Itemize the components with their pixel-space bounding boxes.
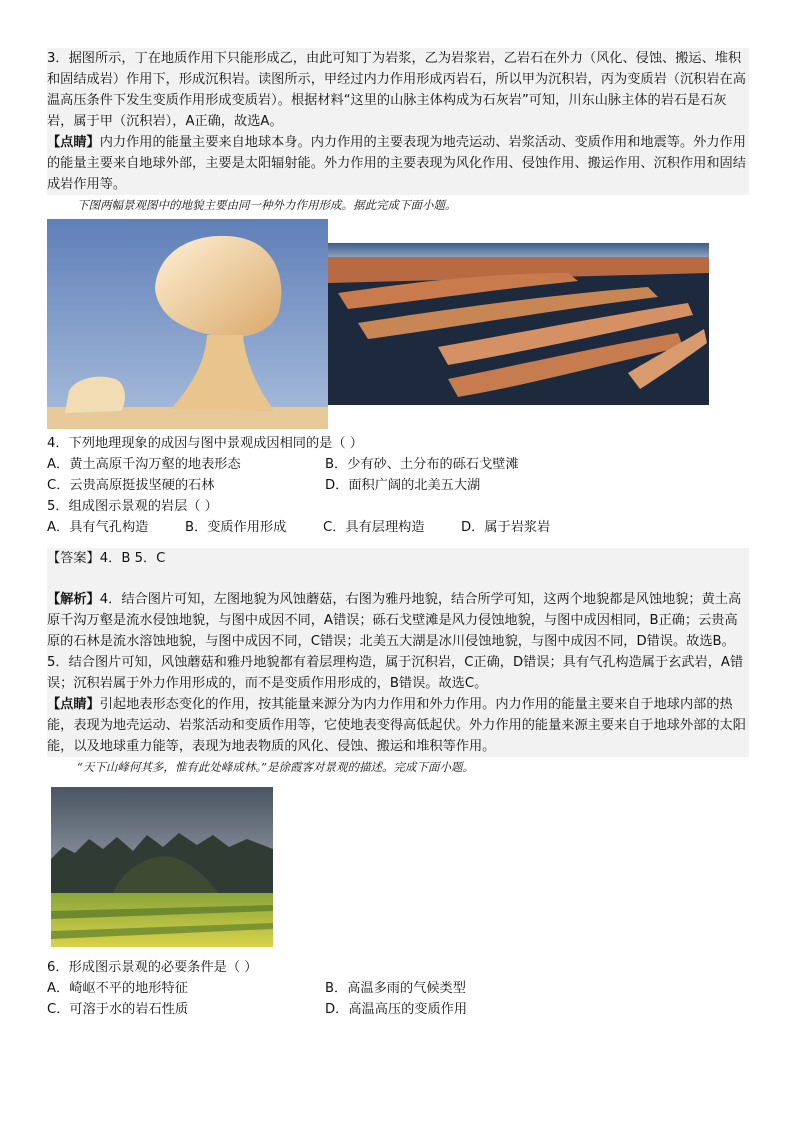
dianjing-label-2: 【点睛】: [47, 697, 100, 712]
q4-options-row-1: [47, 454, 749, 475]
dianjing-label: 【点睛】: [47, 135, 100, 150]
q5-option-a[interactable]: A．具有气孔构造: [47, 520, 149, 535]
analysis-4-text: 4．结合图片可知，左图地貌为风蚀蘑菇，右图为雅丹地貌，结合所学可知，这两个地貌都是风蚀地貌；黄土高原千沟万壑是流水侵蚀地貌，与图中成因不同，A错误；砾石戈壁滩是风力侵蚀地貌，与图中成因相同，B正确；云贵高原的石林是流水溶蚀地貌，与图中成因不同，C错误；北美五大湖是冰川侵蚀地貌，与图中成因不同，D错误。故选B。: [47, 592, 742, 649]
q6-options-row-1: [47, 978, 749, 999]
mushroom-rock-photo: [47, 219, 328, 429]
q4-options-row-2: [47, 475, 749, 496]
q5-options-row: [47, 517, 749, 538]
answer: 【答案】4．B 5．C: [47, 551, 166, 566]
yardang-landform-photo: [328, 243, 709, 405]
q4-option-d[interactable]: D．面积广阔的北美五大湖: [325, 478, 481, 493]
q4-option-b[interactable]: B．少有砂、土分布的砾石戈壁滩: [325, 457, 519, 472]
dianjing-1: [47, 132, 749, 195]
q4-stem: 4．下列地理现象的成因与图中景观成因相同的是（ ）: [47, 436, 363, 451]
intro-2: “天下山峰何其多，惟有此处峰成林。”是徐霞客对景观的描述。完成下面小题。: [77, 760, 475, 774]
answer-analysis-block: [47, 548, 749, 757]
dianjing-2-text: 引起地表形态变化的作用，按其能量来源分为内力作用和外力作用。内力作用的能量主要来自于地球内部的热能，表现为地壳运动、岩浆活动和变质作用等，它使地表变得高低起伏。外力作用的能量来源主要来自于地球外部的太阳能，以及地球重力能等，表现为地表物质的风化、侵蚀、搬运和堆积等作用。: [47, 697, 746, 754]
q4-option-a[interactable]: A．黄土高原千沟万壑的地表形态: [47, 457, 241, 472]
q6-option-d[interactable]: D．高温高压的变质作用: [325, 1002, 468, 1017]
q6-option-b[interactable]: B．高温多雨的气候类型: [325, 981, 466, 996]
q5-option-d[interactable]: D．属于岩浆岩: [461, 520, 551, 535]
q5-option-b[interactable]: B．变质作用形成: [185, 520, 287, 535]
intro-1: 下图两幅景观图中的地貌主要由同一种外力作用形成。据此完成下面小题。: [77, 198, 457, 212]
q5-stem: 5．组成图示景观的岩层（ ）: [47, 499, 218, 514]
q6-stem: 6．形成图示景观的必要条件是（ ）: [47, 960, 258, 975]
q6-option-c[interactable]: C．可溶于水的岩石性质: [47, 1002, 189, 1017]
dianjing-2: [47, 694, 749, 757]
stone-forest-photo: [51, 787, 273, 947]
stone-forest-image-row: [47, 787, 749, 957]
q3-explanation-block: [47, 48, 749, 195]
analysis-4: [47, 589, 749, 652]
q5-option-c[interactable]: C．具有层理构造: [323, 520, 425, 535]
q3-explanation: 3．据图所示，丁在地质作用下只能形成乙，由此可知丁为岩浆，乙为岩浆岩，乙岩石在外力（风化、侵蚀、搬运、堆积和固结成岩）作用下，形成沉积岩。读图所示，甲经过内力作用形成丙岩石，所以甲为沉积岩，丙为变质岩（沉积岩在高温高压条件下发生变质作用形成变质岩）。根据材料“这里的山脉主体构成为石灰岩”可知，川东山脉主体的岩石是石灰岩，属于甲（沉积岩），A正确，故选A。: [47, 51, 746, 129]
document-page: [47, 48, 749, 1020]
q4-option-c[interactable]: C．云贵高原挺拔坚硬的石林: [47, 478, 215, 493]
dianjing-1-text: 内力作用的能量主要来自地球本身。内力作用的主要表现为地壳运动、岩浆活动、变质作用和地震等。外力作用的能量主要来自地球外部，主要是太阳辐射能。外力作用的主要表现为风化作用、侵蚀作用、搬运作用、沉积作用和固结成岩作用等。: [47, 135, 746, 192]
q6-option-a[interactable]: A．崎岖不平的地形特征: [47, 981, 188, 996]
landform-images: [47, 219, 749, 433]
analysis-label: 【解析】: [47, 592, 100, 607]
q6-options-row-2: [47, 999, 749, 1020]
analysis-5: 5．结合图片可知，风蚀蘑菇和雅丹地貌都有着层理构造，属于沉积岩，C正确，D错误；具有气孔构造属于玄武岩，A错误；沉积岩属于外力作用形成的，而不是变质作用形成的，B错误。故选C。: [47, 655, 744, 691]
